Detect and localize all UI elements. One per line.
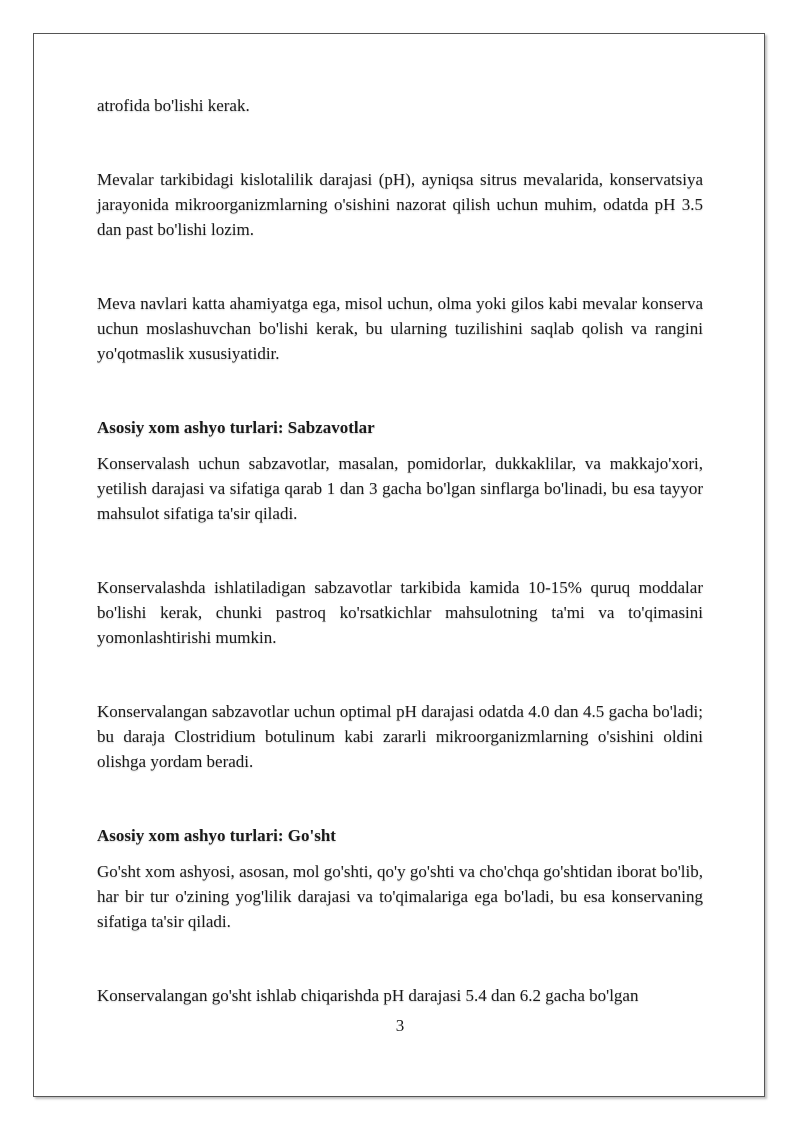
paragraph: Konservalashda ishlatiladigan sabzavotlar tarkibida kamida 10-15% quruq moddalar bo'lishi kerak, chunki pastroq ko'rsatkichlar mahsulotning ta'mi va to'qimasini yomonlashtirishi mumkin. (97, 578, 703, 647)
section-heading-meat: Asosiy xom ashyo turlari: Go'sht (97, 826, 336, 845)
page-number: 3 (395, 1016, 405, 1035)
paragraph: Go'sht xom ashyosi, asosan, mol go'shti, qo'y go'shti va cho'chqa go'shtidan iborat bo'lib, har bir tur o'zining yog'lilik darajasi va to'qimalariga ega bo'ladi, bu esa konservaning sifatiga ta'sir qiladi. (97, 862, 703, 931)
paragraph: atrofida bo'lishi kerak. (97, 96, 250, 115)
paragraph: Mevalar tarkibidagi kislotalilik darajasi (pH), ayniqsa sitrus mevalarida, konservatsiya jarayonida mikroorganizmlarning o'sishini nazorat qilish uchun muhim, odatda pH 3.5 dan past bo'lishi lozim. (97, 170, 703, 239)
document-body (97, 93, 703, 1008)
section-heading-vegetables: Asosiy xom ashyo turlari: Sabzavotlar (97, 418, 375, 437)
paragraph: Konservalangan go'sht ishlab chiqarishda pH darajasi 5.4 dan 6.2 gacha bo'lgan (97, 986, 639, 1005)
paragraph: Konservalash uchun sabzavotlar, masalan, pomidorlar, dukkaklilar, va makkajo'xori, yetilish darajasi va sifatiga qarab 1 dan 3 gacha bo'lgan sinflarga bo'linadi, bu esa tayyor mahsulot sifatiga ta'sir qiladi. (97, 454, 703, 523)
paragraph: Konservalangan sabzavotlar uchun optimal pH darajasi odatda 4.0 dan 4.5 gacha bo'ladi; bu daraja Clostridium botulinum kabi zararli mikroorganizmlarning o'sishini oldini olishga yordam beradi. (97, 702, 703, 771)
paragraph: Meva navlari katta ahamiyatga ega, misol uchun, olma yoki gilos kabi mevalar konserva uchun moslashuvchan bo'lishi kerak, bu ularning tuzilishini saqlab qolish va rangini yo'qotmaslik xususiyatidir. (97, 294, 703, 363)
